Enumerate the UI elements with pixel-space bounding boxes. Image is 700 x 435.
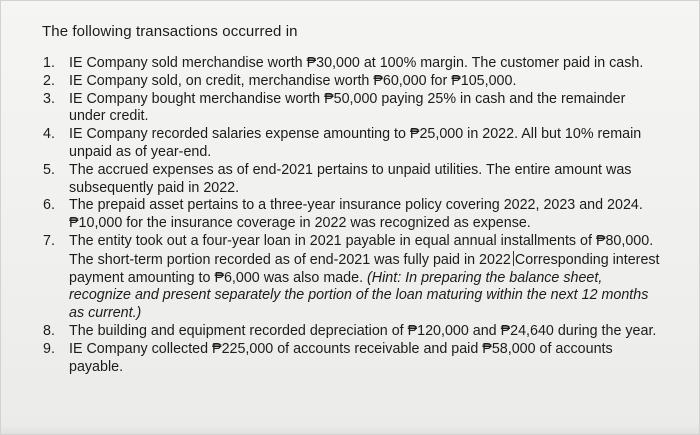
item-text: IE Company sold merchandise worth ₱30,000 at 100% margin. The customer paid in cash. [69,55,644,71]
list-item [43,73,663,91]
item-text: The accrued expenses as of end-2021 pertains to unpaid utilities. The entire amount was subsequently paid in 2022. [69,161,632,196]
item-text-part: The entity took out a four-year loan in 2021 payable in equal annual installments of ₱80,000. The short-term portion recorded as of end-2021 was fully paid in 2022 [69,232,654,268]
text-cursor-icon [513,251,514,266]
item-number: 7. [43,232,55,249]
transaction-list [43,55,663,376]
list-item [43,341,663,377]
item-text: IE Company recorded salaries expense amounting to ₱25,000 in 2022. All but 10% remain unpaid as of year-end. [69,126,642,160]
item-hint: (Hint: In preparing the balance sheet, recognize and present separately the portion of the loan maturing within the next 12 months as current.) [69,269,649,322]
item-number: 4. [43,126,55,143]
list-item [43,91,663,127]
list-item [43,323,663,341]
item-text: IE Company collected ₱225,000 of accounts receivable and paid ₱58,000 of accounts payable. [69,340,613,375]
item-text: The building and equipment recorded depreciation of ₱120,000 and ₱24,640 during the year. [69,322,657,339]
item-text: IE Company sold, on credit, merchandise worth ₱60,000 for ₱105,000. [69,72,517,89]
item-text [69,233,663,323]
item-text: The prepaid asset pertains to a three-year insurance policy covering 2022, 2023 and 2024. ₱10,000 for the insurance coverage in 2022 was recognized as expense. [69,197,643,232]
list-item [43,162,663,198]
item-text-part: Corresponding interest payment amounting to ₱6,000 was also made. [69,251,660,286]
item-number: 3. [43,90,55,107]
item-number: 8. [43,322,55,339]
item-text: IE Company bought merchandise worth ₱50,000 paying 25% in cash and the remainder under credit. [69,90,626,125]
item-number: 1. [43,55,55,71]
list-item [43,126,663,162]
item-number: 5. [43,161,55,178]
list-item [43,233,663,323]
document-title: The following transactions occurred in [42,23,298,40]
page-bottom-shadow [1,424,699,434]
item-number: 9. [43,340,55,357]
item-number: 2. [43,72,55,89]
item-number: 6. [43,197,55,214]
list-item [43,55,663,73]
list-item [43,197,663,233]
